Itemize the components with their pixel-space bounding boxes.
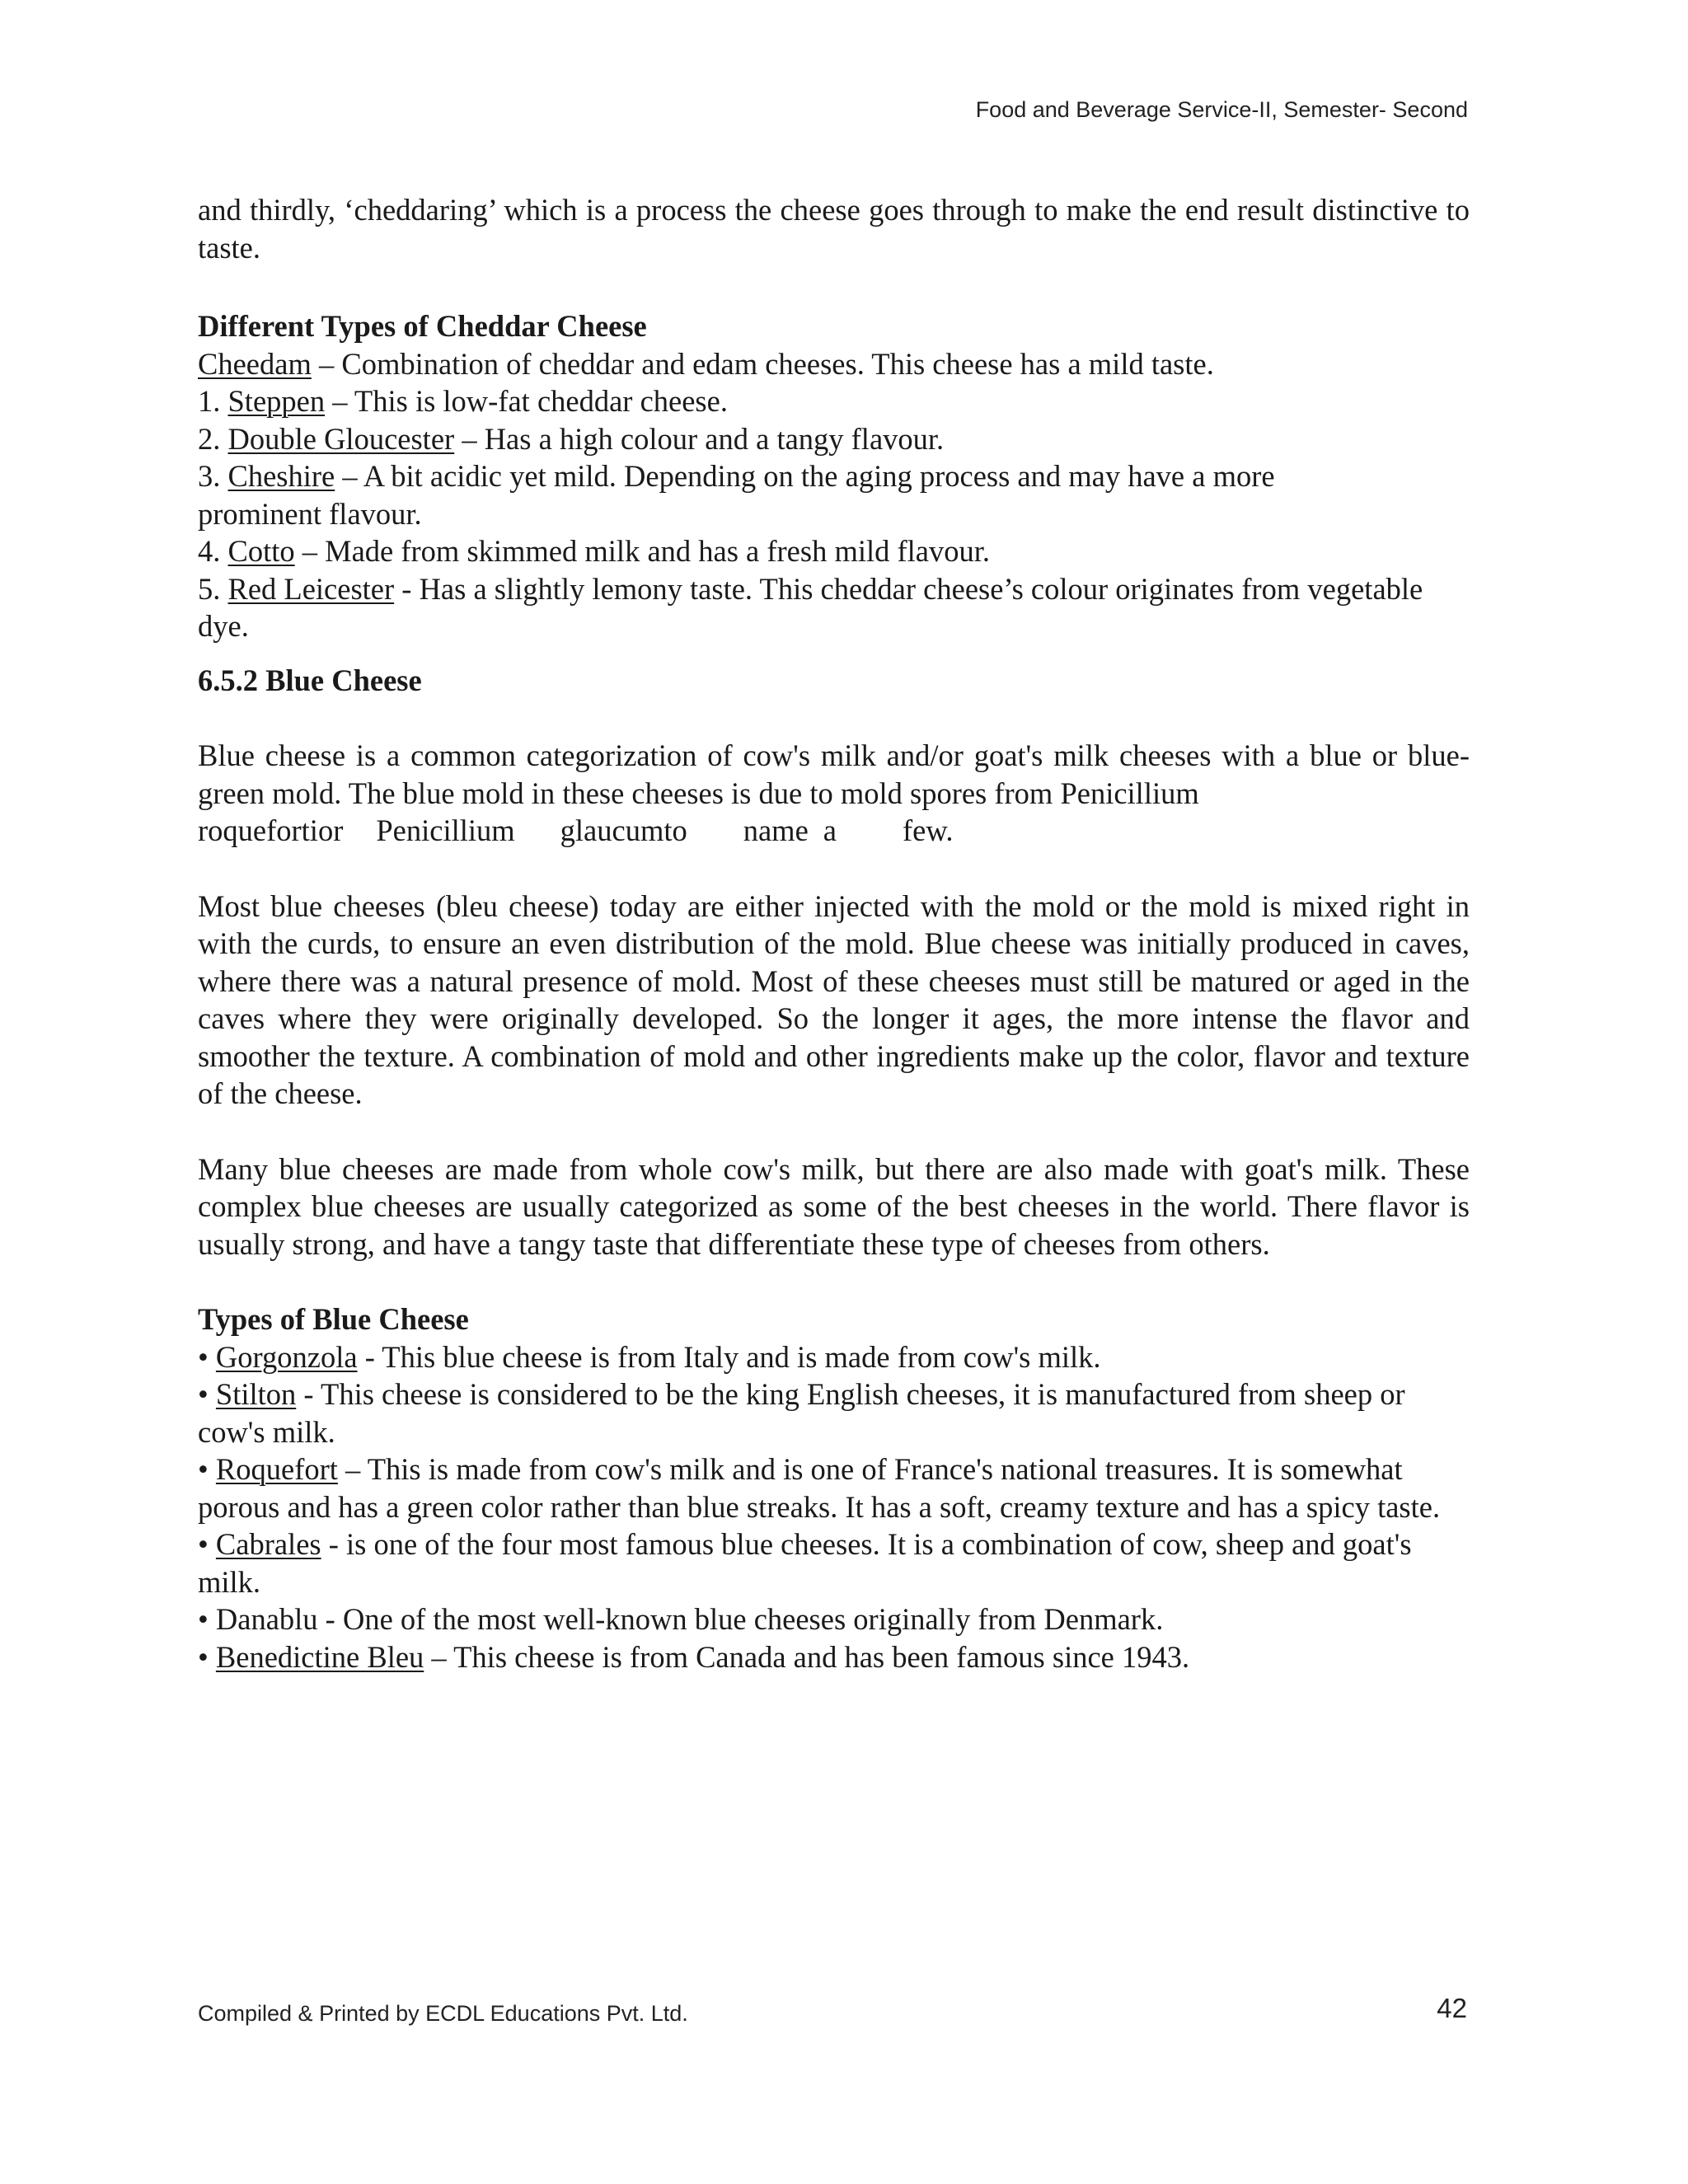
bullet: • — [198, 1377, 209, 1411]
cheese-name: Cheedam — [198, 346, 312, 381]
cheese-name: Cheshire — [227, 459, 335, 493]
cheese-name: Roquefort — [215, 1452, 338, 1486]
cheese-name: Gorgonzola — [215, 1339, 358, 1374]
cheddar-item-cheshire: 3. Cheshire – A bit acidic yet mild. Depending on the aging process and may have a more prominent flavour. — [198, 459, 1275, 531]
blue-item-cabrales: • Cabrales - is one of the four most famous blue cheeses. It is a combination of cow, sheep and goat's milk. — [198, 1527, 1412, 1599]
blue-cheese-paragraph-1-last-line: roquefortior Penicillium glaucumto name a few. — [198, 813, 954, 847]
cheese-name: Cotto — [227, 534, 295, 568]
section-heading-blue-cheese: 6.5.2 Blue Cheese — [198, 663, 422, 697]
cheese-name: Steppen — [227, 384, 326, 418]
cheddar-item-cotto: 4. Cotto – Made from skimmed milk and has a fresh mild flavour. — [198, 534, 991, 568]
blue-item-danablu: • Danablu - One of the most well-known blue cheeses originally from Denmark. — [198, 1602, 1164, 1636]
footer-credit: Compiled & Printed by ECDL Educations Pvt. Ltd. — [198, 2001, 688, 2026]
blue-item-stilton: • Stilton - This cheese is considered to be the king English cheeses, it is manufactured from sheep or cow's milk. — [198, 1377, 1405, 1449]
cheese-name: Cabrales — [215, 1527, 321, 1561]
cheddar-item-cheedam: Cheedam – Combination of cheddar and edam cheeses. This cheese has a mild taste. — [198, 346, 1214, 381]
blue-item-roquefort: • Roquefort – This is made from cow's milk and is one of France's national treasures. It is somewhat porous and has a green color rather than blue streaks. It has a soft, creamy texture and has a spicy taste. — [198, 1452, 1441, 1524]
blue-item-benedictine-bleu: • Benedictine Bleu – This cheese is from Canada and has been famous since 1943. — [198, 1639, 1190, 1674]
cheese-name: Double Gloucester — [227, 421, 455, 456]
running-header: Food and Beverage Service-II, Semester- Second — [975, 97, 1468, 122]
bullet: • — [198, 1527, 209, 1561]
blue-cheese-paragraph-3: Many blue cheeses are made from whole cow's milk, but there are also made with goat's milk. These complex blue cheeses are usually categorized as some of the best cheeses in the world. There flavor is usually strong, and have a tangy taste that differentiate these type of cheeses from others. — [198, 1151, 1470, 1261]
page-number: 42 — [1437, 1993, 1467, 2023]
cheddar-types-heading: Different Types of Cheddar Cheese — [198, 309, 647, 343]
bullet: • — [198, 1452, 209, 1486]
bullet: • — [198, 1339, 209, 1374]
bullet: • — [198, 1602, 209, 1636]
bullet: • — [198, 1639, 209, 1674]
cheddar-item-double-gloucester: 2. Double Gloucester – Has a high colour and a tangy flavour. — [198, 421, 945, 456]
page-content — [198, 191, 1470, 1675]
blue-cheese-paragraph-1: Blue cheese is a common categorization of cow's milk and/or goat's milk cheeses with a blue or blue-green mold. The blue mold in these cheeses is due to mold spores from Penicillium — [198, 738, 1470, 810]
cheese-name: Stilton — [215, 1377, 297, 1411]
cheddar-item-steppen: 1. Steppen – This is low-fat cheddar cheese. — [198, 384, 728, 418]
blue-types-heading: Types of Blue Cheese — [198, 1302, 469, 1336]
cheese-name: Red Leicester — [227, 571, 395, 606]
blue-item-gorgonzola: • Gorgonzola - This blue cheese is from Italy and is made from cow's milk. — [198, 1339, 1101, 1374]
intro-paragraph: and thirdly, ‘cheddaring’ which is a process the cheese goes through to make the end result distinctive to taste. — [198, 193, 1470, 265]
cheese-name: Benedictine Bleu — [215, 1639, 424, 1674]
cheddar-item-red-leicester: 5. Red Leicester - Has a slightly lemony taste. This cheddar cheese’s colour originates from vegetable dye. — [198, 571, 1423, 643]
blue-cheese-paragraph-2: Most blue cheeses (bleu cheese) today are either injected with the mold or the mold is mixed right in with the curds, to ensure an even distribution of the mold. Blue cheese was initially produced in caves, where there was a natural presence of mold. Most of these cheeses must still be matured or aged in the caves where they were originally developed. So the longer it ages, the more intense the flavor and smoother the texture. A combination of mold and other ingredients make up the color, flavor and texture of the cheese. — [198, 888, 1470, 1110]
